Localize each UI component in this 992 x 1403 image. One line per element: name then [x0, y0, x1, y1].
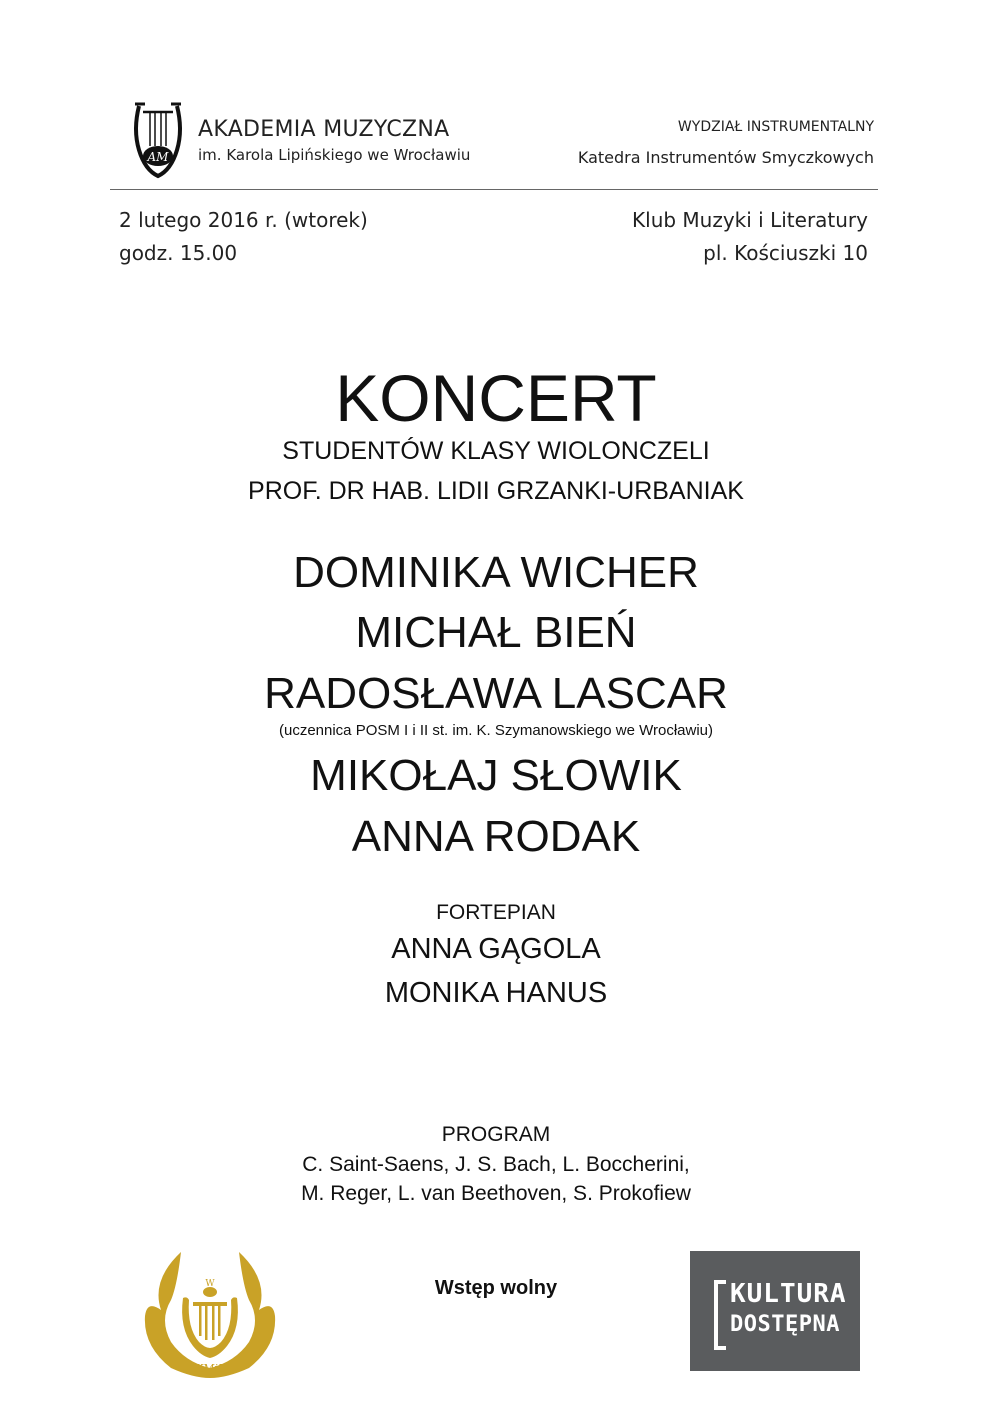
program-line: M. Reger, L. van Beethoven, S. Prokofiew [301, 1182, 691, 1205]
pianist-name: ANNA GĄGOLA [391, 933, 601, 965]
kmil-club-logo [141, 1250, 279, 1380]
svg-text:AM: AM [147, 150, 169, 164]
performer-name: MIKOŁAJ SŁOWIK [310, 751, 682, 800]
bracket-icon [714, 1280, 726, 1350]
chair-name: Katedra Instrumentów Smyczkowych [577, 148, 874, 167]
pianist-name: MONIKA HANUS [384, 977, 608, 1009]
program-label: PROGRAM [441, 1123, 551, 1146]
concert-subtitle-line2: PROF. DR HAB. LIDII GRZANKI-URBANIAK [248, 477, 744, 505]
piano-label: FORTEPIAN [436, 901, 556, 924]
kultura-logo-line1: KULTURA [730, 1279, 847, 1309]
academy-lyre-logo [131, 100, 185, 180]
header-divider [110, 189, 878, 190]
svg-text:KMiL: KMiL [194, 1362, 226, 1375]
event-time: godz. 15.00 [119, 241, 238, 265]
concert-title: KONCERT [335, 361, 657, 435]
academy-name: AKADEMIA MUZYCZNA [198, 117, 450, 142]
performer-name: MICHAŁ BIEŃ [355, 608, 637, 657]
academy-subtitle: im. Karola Lipińskiego we Wrocławiu [198, 146, 471, 164]
performer-note: (uczennica POSM I i II st. im. K. Szymanowskiego we Wrocławiu) [278, 722, 714, 739]
performer-name: RADOSŁAWA LASCAR [264, 669, 728, 718]
department-name: WYDZIAŁ INSTRUMENTALNY [677, 119, 874, 135]
performer-name: DOMINIKA WICHER [293, 548, 699, 597]
svg-text:W: W [205, 1279, 215, 1289]
event-date: 2 lutego 2016 r. (wtorek) [119, 208, 368, 232]
kultura-logo-line2: DOSTĘPNA [730, 1312, 840, 1337]
event-venue: Klub Muzyki i Literatury [632, 208, 868, 232]
performer-name: ANNA RODAK [351, 812, 641, 861]
event-address: pl. Kościuszki 10 [703, 241, 868, 265]
program-line: C. Saint-Saens, J. S. Bach, L. Boccherini, [302, 1153, 690, 1176]
concert-subtitle-line1: STUDENTÓW KLASY WIOLONCZELI [282, 437, 710, 465]
kultura-dostepna-logo [690, 1251, 860, 1371]
free-entry-note: Wstęp wolny [434, 1277, 558, 1299]
